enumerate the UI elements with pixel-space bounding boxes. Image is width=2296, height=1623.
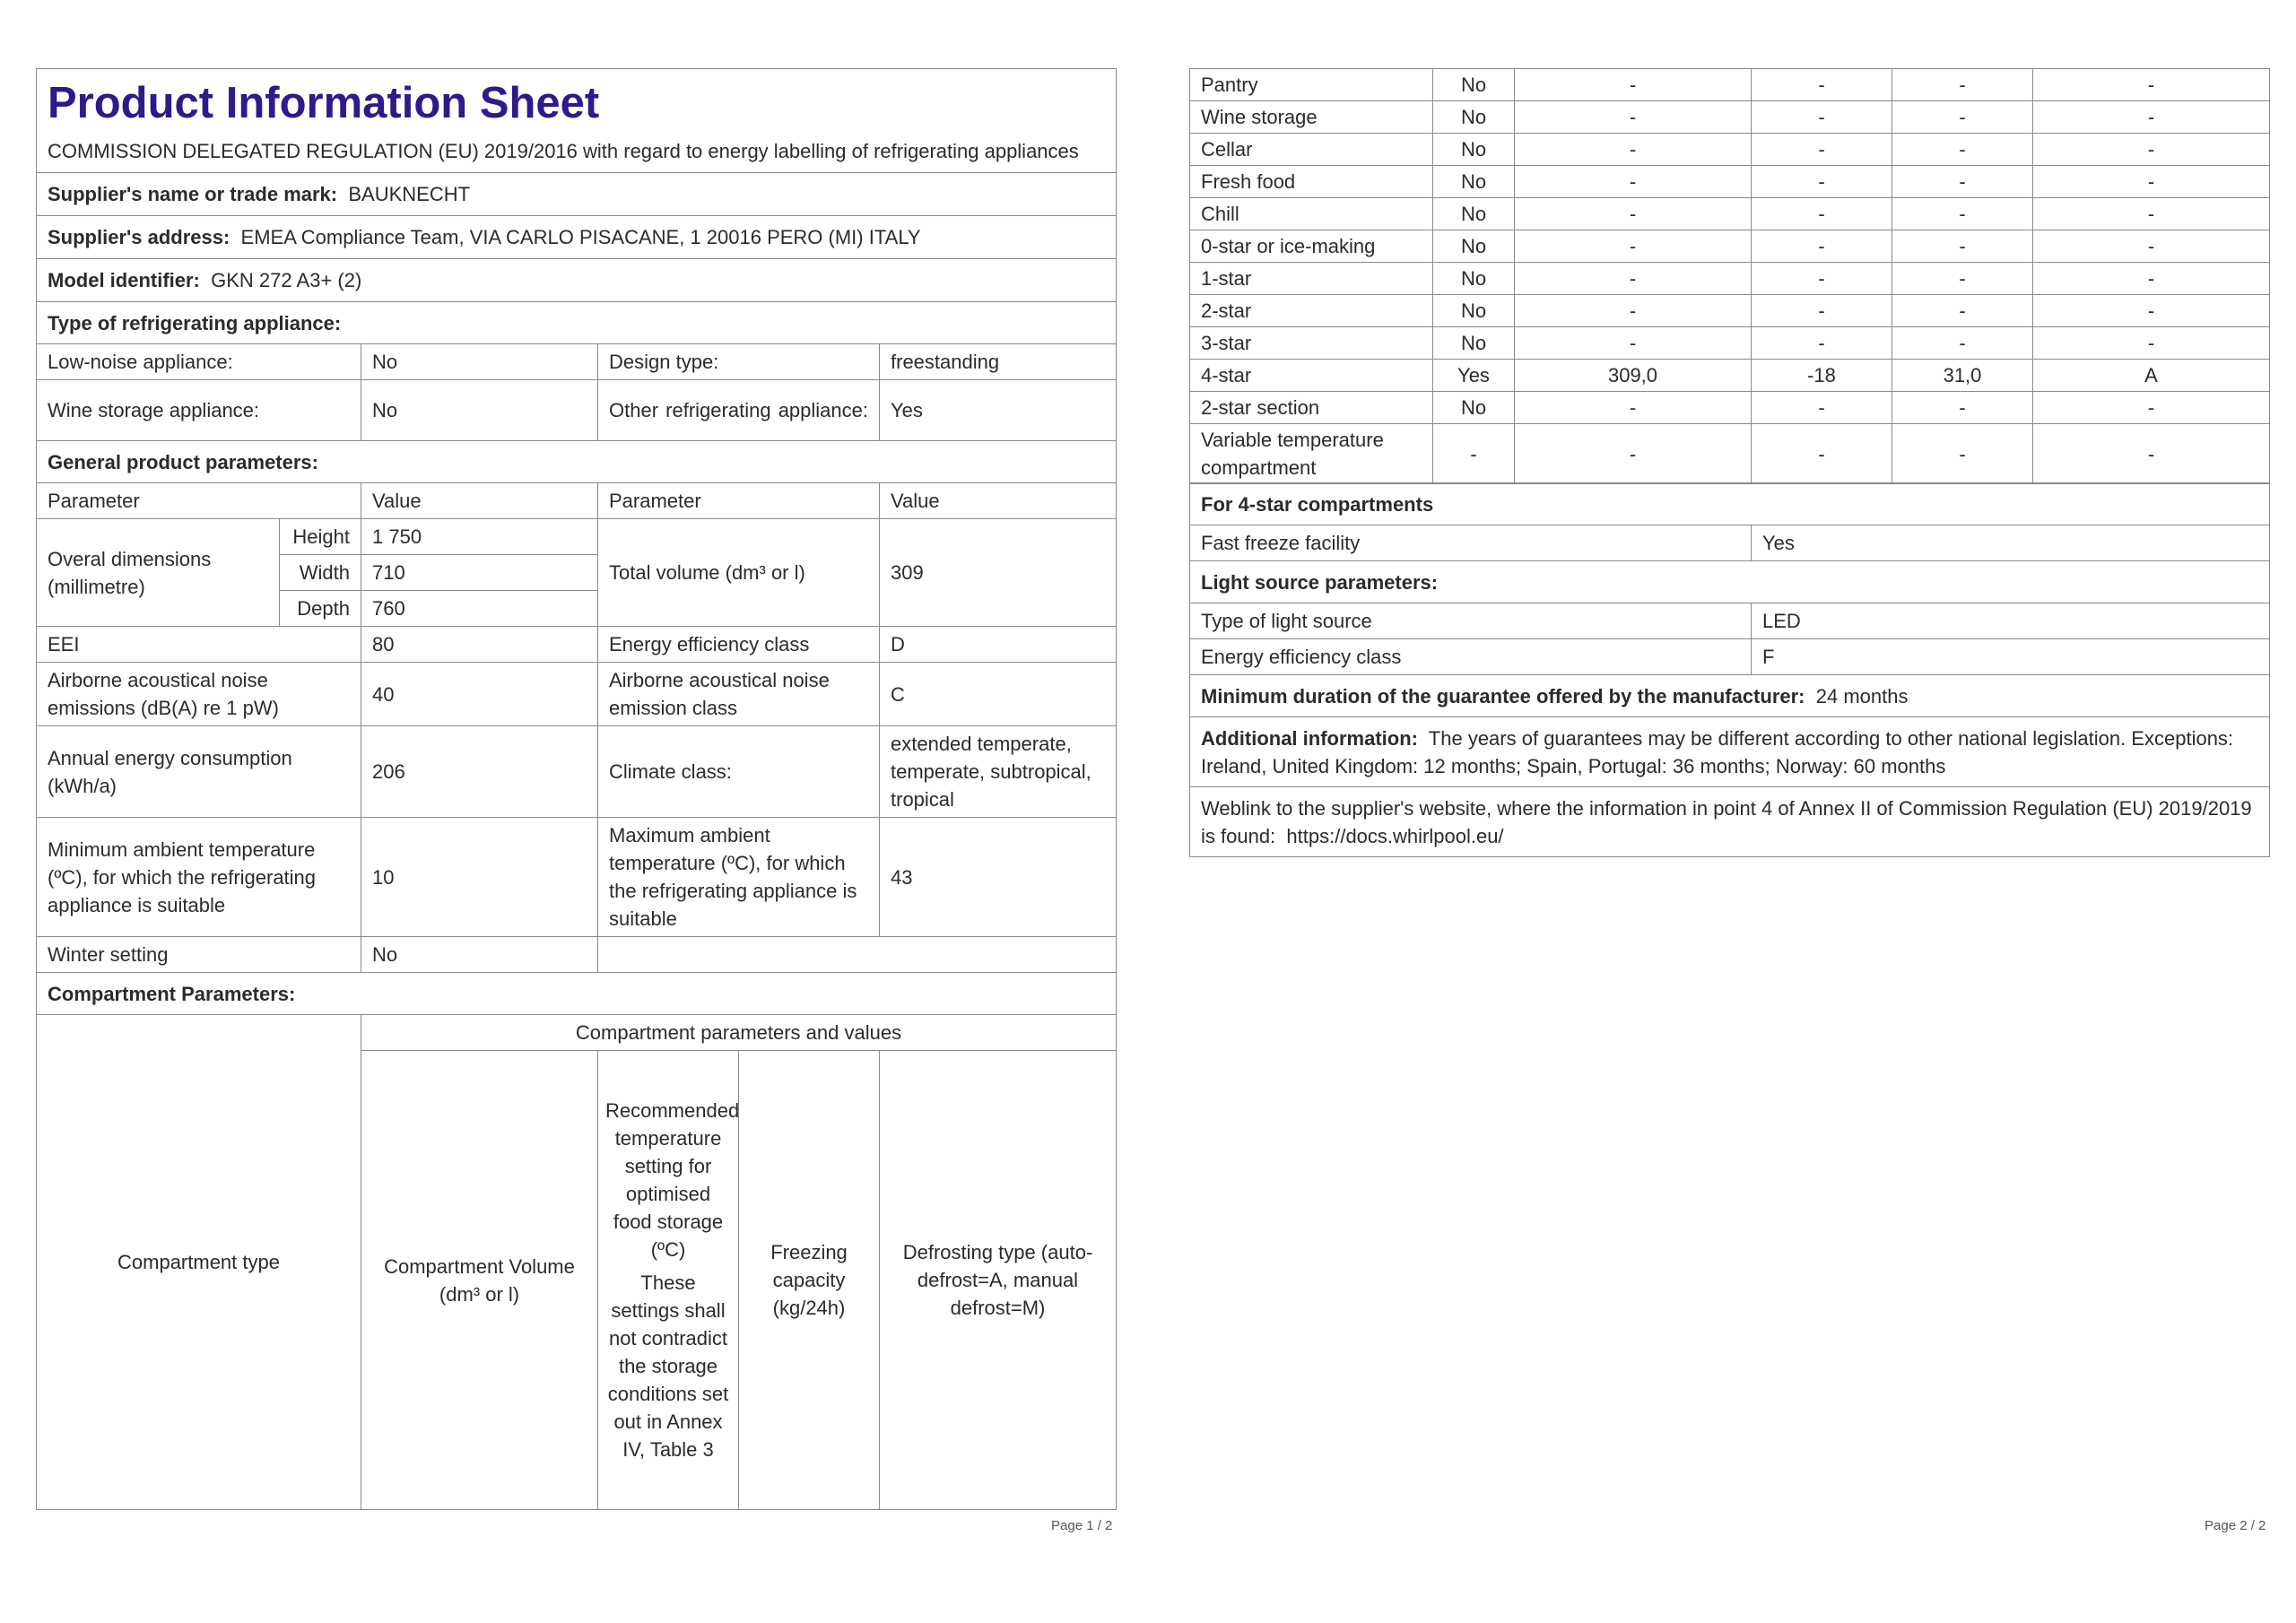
depth-label: Depth [280, 591, 361, 627]
compartment-name: 2-star section [1190, 392, 1433, 424]
appliance-type-heading: Type of refrigerating appliance: [37, 302, 1117, 344]
min-temp-value: 10 [361, 818, 598, 937]
compartment-name: 4-star [1190, 360, 1433, 392]
compartment-volume: - [1515, 69, 1752, 101]
compartment-defrost-type: - [2033, 134, 2270, 166]
total-volume-value: 309 [880, 519, 1117, 627]
compartment-name: 0-star or ice-making [1190, 230, 1433, 263]
col-parameter-2: Parameter [598, 483, 880, 519]
compartment-defrost-type: - [2033, 392, 2270, 424]
guarantee-row [1190, 675, 2270, 717]
max-temp-value: 43 [880, 818, 1117, 937]
fast-freeze-value: Yes [1752, 525, 2270, 561]
defrost-col-header: Defrosting type (auto-defrost=A, manual defrost=M) [880, 1051, 1117, 1510]
four-star-heading: For 4-star compartments [1190, 483, 2270, 525]
compartment-defrost-type: - [2033, 327, 2270, 360]
compartment-defrost-type: - [2033, 166, 2270, 198]
compartment-temperature: - [1752, 198, 1892, 230]
compartment-volume: - [1515, 134, 1752, 166]
compartment-name: Variable temperature compartment [1190, 424, 1433, 484]
weblink-url[interactable]: https://docs.whirlpool.eu/ [1286, 824, 1504, 847]
compartment-freezing-capacity: - [1892, 230, 2033, 263]
compartment-present: No [1433, 69, 1515, 101]
compartment-freezing-capacity: - [1892, 69, 2033, 101]
compartment-present: Yes [1433, 360, 1515, 392]
compartment-name: 3-star [1190, 327, 1433, 360]
compartment-defrost-type: - [2033, 198, 2270, 230]
compartment-volume: - [1515, 424, 1752, 484]
compartment-name: Chill [1190, 198, 1433, 230]
compartment-present: No [1433, 295, 1515, 327]
noise-value: 40 [361, 663, 598, 726]
temperature-col-title: Recommended temperature setting for optimised food storage (ºC) [605, 1099, 740, 1261]
page-title: Product Information Sheet [48, 79, 600, 127]
address-label: Supplier's address: [48, 226, 230, 248]
compartment-temperature: - [1752, 69, 1892, 101]
compartment-temperature: - [1752, 424, 1892, 484]
compartment-row [1190, 134, 2270, 166]
page-number-2: Page 2 / 2 [2205, 1518, 2266, 1533]
compartment-volume: - [1515, 198, 1752, 230]
compartment-row [1190, 263, 2270, 295]
compartment-group-header: Compartment parameters and values [361, 1015, 1117, 1051]
address-value: EMEA Compliance Team, VIA CARLO PISACANE, 1 20016 PERO (MI) ITALY [240, 226, 921, 248]
page-number-1: Page 1 / 2 [1051, 1518, 1113, 1533]
compartments-table [1189, 68, 2270, 484]
depth-value: 760 [361, 591, 598, 627]
compartment-present: No [1433, 263, 1515, 295]
compartment-freezing-capacity: 31,0 [1892, 360, 2033, 392]
energy-class-value: D [880, 627, 1117, 663]
wine-storage-value: No [361, 380, 598, 441]
climate-class-value: extended temperate, temperate, subtropical, tropical [880, 726, 1117, 818]
compartment-temperature: - [1752, 230, 1892, 263]
winter-setting-label: Winter setting [37, 937, 361, 973]
energy-class-label: Energy efficiency class [598, 627, 880, 663]
light-energy-class-label: Energy efficiency class [1190, 639, 1752, 675]
compartment-freezing-capacity: - [1892, 392, 2033, 424]
compartment-present: - [1433, 424, 1515, 484]
compartment-row [1190, 166, 2270, 198]
compartment-present: No [1433, 230, 1515, 263]
compartment-params-heading: Compartment Parameters: [37, 973, 1117, 1015]
additional-info-label: Additional information: [1201, 726, 1418, 750]
additional-info-value: The years of guarantees may be different according to other national legislation. Exceptions: Ireland, United Kingdom: 12 months; Spain, Portugal: 36 months; Norway: 60 months [1201, 726, 2234, 777]
temperature-col-note: These settings shall not contradict the storage conditions set out in Annex IV, Table 3 [607, 1271, 729, 1461]
light-energy-class-value: F [1752, 639, 2270, 675]
additional-info-row [1190, 717, 2270, 787]
design-type-label: Design type: [598, 344, 880, 380]
col-value-1: Value [361, 483, 598, 519]
eei-value: 80 [361, 627, 598, 663]
compartment-defrost-type: - [2033, 424, 2270, 484]
compartment-present: No [1433, 101, 1515, 134]
light-source-heading: Light source parameters: [1190, 561, 2270, 603]
compartment-freezing-capacity: - [1892, 327, 2033, 360]
page-1 [36, 68, 1116, 1510]
compartment-temperature: - [1752, 327, 1892, 360]
compartment-temperature: - [1752, 295, 1892, 327]
col-parameter-1: Parameter [37, 483, 361, 519]
compartment-volume: - [1515, 327, 1752, 360]
winter-setting-value: No [361, 937, 598, 973]
compartment-volume: - [1515, 101, 1752, 134]
compartment-freezing-capacity: - [1892, 198, 2033, 230]
compartment-row [1190, 295, 2270, 327]
compartment-defrost-type: - [2033, 69, 2270, 101]
climate-class-label: Climate class: [598, 726, 880, 818]
compartment-volume: - [1515, 392, 1752, 424]
title-block [37, 69, 1117, 173]
height-label: Height [280, 519, 361, 555]
eei-label: EEI [37, 627, 361, 663]
compartment-freezing-capacity: - [1892, 295, 2033, 327]
compartment-volume: - [1515, 263, 1752, 295]
compartment-volume: 309,0 [1515, 360, 1752, 392]
info-sheet-table-page-2 [1189, 482, 2270, 857]
compartment-row [1190, 230, 2270, 263]
noise-class-value: C [880, 663, 1117, 726]
compartment-name: Cellar [1190, 134, 1433, 166]
guarantee-value: 24 months [1815, 684, 1909, 707]
max-temp-label: Maximum ambient temperature (ºC), for which the refrigerating appliance is suitable [598, 818, 880, 937]
low-noise-value: No [361, 344, 598, 380]
supplier-row [37, 173, 1117, 216]
dimensions-label: Overal dimensions (millimetre) [37, 519, 280, 627]
compartment-volume: - [1515, 295, 1752, 327]
compartment-present: No [1433, 166, 1515, 198]
fast-freeze-label: Fast freeze facility [1190, 525, 1752, 561]
design-type-value: freestanding [880, 344, 1117, 380]
compartment-defrost-type: - [2033, 230, 2270, 263]
low-noise-label: Low-noise appliance: [37, 344, 361, 380]
compartment-name: Wine storage [1190, 101, 1433, 134]
freezing-col-header: Freezing capacity (kg/24h) [739, 1051, 880, 1510]
compartment-volume: - [1515, 166, 1752, 198]
compartment-present: No [1433, 327, 1515, 360]
compartment-row [1190, 69, 2270, 101]
light-type-label: Type of light source [1190, 603, 1752, 639]
compartment-temperature: - [1752, 101, 1892, 134]
weblink-text: Weblink to the supplier's website, where the information in point 4 of Annex II of Commission Regulation (EU) 2019/2019 is found: [1201, 796, 2252, 847]
compartment-temperature: - [1752, 166, 1892, 198]
compartment-row [1190, 360, 2270, 392]
compartment-defrost-type: - [2033, 101, 2270, 134]
compartment-present: No [1433, 392, 1515, 424]
annual-energy-label: Annual energy consumption (kWh/a) [37, 726, 361, 818]
model-row [37, 259, 1117, 302]
width-label: Width [280, 555, 361, 591]
compartment-type-header: Compartment type [37, 1015, 361, 1510]
noise-class-label: Airborne acoustical noise emission class [598, 663, 880, 726]
compartment-temperature: - [1752, 263, 1892, 295]
height-value: 1 750 [361, 519, 598, 555]
page-2 [1189, 68, 2269, 857]
compartment-freezing-capacity: - [1892, 263, 2033, 295]
total-volume-label: Total volume (dm³ or l) [598, 519, 880, 627]
regulation-text: COMMISSION DELEGATED REGULATION (EU) 2019/2016 with regard to energy labelling of refrigerating appliances [48, 140, 1079, 162]
wine-storage-label: Wine storage appliance: [37, 380, 361, 441]
compartment-defrost-type: A [2033, 360, 2270, 392]
compartments-body [1190, 69, 2270, 484]
compartment-name: 1-star [1190, 263, 1433, 295]
model-value: GKN 272 A3+ (2) [211, 269, 362, 291]
compartment-present: No [1433, 134, 1515, 166]
compartment-name: 2-star [1190, 295, 1433, 327]
compartment-freezing-capacity: - [1892, 424, 2033, 484]
col-value-2: Value [880, 483, 1117, 519]
min-temp-label: Minimum ambient temperature (ºC), for which the refrigerating appliance is suitable [37, 818, 361, 937]
noise-label: Airborne acoustical noise emissions (dB(A) re 1 pW) [37, 663, 361, 726]
other-appliance-label: Other refrigerating appliance: [598, 380, 880, 441]
supplier-value: BAUKNECHT [348, 183, 471, 205]
guarantee-label: Minimum duration of the guarantee offered by the manufacturer: [1201, 684, 1805, 707]
compartment-freezing-capacity: - [1892, 134, 2033, 166]
compartment-row [1190, 327, 2270, 360]
volume-col-header: Compartment Volume (dm³ or l) [361, 1051, 598, 1510]
compartment-freezing-capacity: - [1892, 101, 2033, 134]
compartment-row [1190, 198, 2270, 230]
general-params-heading: General product parameters: [37, 441, 1117, 483]
address-row [37, 216, 1117, 259]
light-type-value: LED [1752, 603, 2270, 639]
annual-energy-value: 206 [361, 726, 598, 818]
compartment-name: Pantry [1190, 69, 1433, 101]
info-sheet-table-page-1 [36, 68, 1117, 1510]
width-value: 710 [361, 555, 598, 591]
compartment-name: Fresh food [1190, 166, 1433, 198]
compartment-temperature: - [1752, 392, 1892, 424]
compartment-present: No [1433, 198, 1515, 230]
compartment-row [1190, 101, 2270, 134]
other-appliance-value: Yes [880, 380, 1117, 441]
compartment-row [1190, 424, 2270, 484]
compartment-temperature: -18 [1752, 360, 1892, 392]
compartment-freezing-capacity: - [1892, 166, 2033, 198]
compartment-row [1190, 392, 2270, 424]
supplier-label: Supplier's name or trade mark: [48, 183, 338, 205]
weblink-row [1190, 787, 2270, 857]
compartment-temperature: - [1752, 134, 1892, 166]
compartment-volume: - [1515, 230, 1752, 263]
compartment-defrost-type: - [2033, 263, 2270, 295]
temperature-col-header [598, 1051, 739, 1510]
model-label: Model identifier: [48, 269, 200, 291]
empty-cell [598, 937, 1117, 973]
compartment-defrost-type: - [2033, 295, 2270, 327]
